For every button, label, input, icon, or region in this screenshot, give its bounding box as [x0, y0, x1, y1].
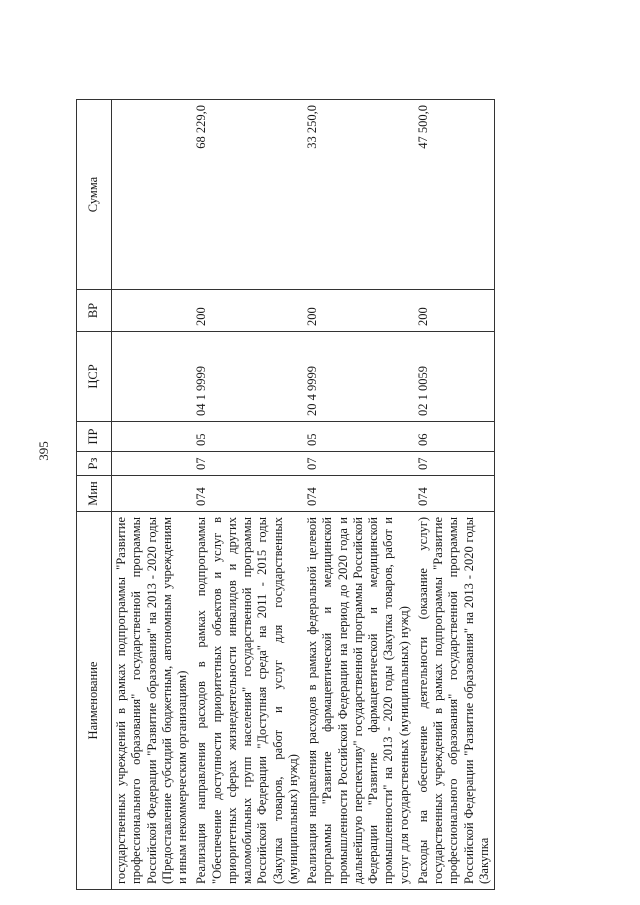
row-sum: 68 229,0 — [192, 100, 303, 290]
rotated-table-frame — [76, 100, 596, 890]
row-csr: 04 1 9999 — [192, 332, 303, 422]
header-sum: Сумма — [77, 100, 112, 290]
row-pr — [112, 422, 193, 452]
table-row — [112, 100, 193, 890]
header-vr: ВР — [77, 290, 112, 332]
row-pr: 06 — [414, 422, 495, 452]
row-min — [112, 476, 193, 512]
row-sum — [112, 100, 193, 290]
table-row — [192, 100, 303, 890]
row-rz: 07 — [192, 452, 303, 476]
row-rz — [112, 452, 193, 476]
row-csr: 20 4 9999 — [303, 332, 414, 422]
row-min: 074 — [303, 476, 414, 512]
budget-table — [76, 99, 495, 890]
row-csr — [112, 332, 193, 422]
row-name: Расходы на обеспечение деятельности (оказание услуг) государственных учреждений в рамках подпрограммы "Развитие профессионального образования" государственной программы Российской Федерации "Развитие образования" на 2013 - 2020 годы (Закупка — [414, 512, 495, 890]
header-rz: Рз — [77, 452, 112, 476]
row-csr: 02 1 0059 — [414, 332, 495, 422]
row-pr: 05 — [192, 422, 303, 452]
header-csr: ЦСР — [77, 332, 112, 422]
row-vr — [112, 290, 193, 332]
row-vr: 200 — [303, 290, 414, 332]
table-row — [414, 100, 495, 890]
table-row — [303, 100, 414, 890]
row-sum: 47 500,0 — [414, 100, 495, 290]
table-header — [77, 100, 112, 890]
row-vr: 200 — [414, 290, 495, 332]
header-min: Мин — [77, 476, 112, 512]
header-pr: ПР — [77, 422, 112, 452]
table-body — [112, 100, 495, 890]
rotated-page-content — [76, 100, 596, 890]
header-name: Наименование — [77, 512, 112, 890]
row-rz: 07 — [414, 452, 495, 476]
header-row — [77, 100, 112, 890]
row-vr: 200 — [192, 290, 303, 332]
row-sum: 33 250,0 — [303, 100, 414, 290]
row-name: государственных учреждений в рамках подпрограммы "Развитие профессионального образования" государственной программы Российской Федерации "Развитие образования" на 2013 - 2020 годы (Предоставление субсидий бюджетным, автономным учреждениям и иным некоммерческим организациям) — [112, 512, 193, 890]
row-name: Реализация направления расходов в рамках федеральной целевой программы "Развитие фармацевтической и медицинской промышленности Российской Федерации на период до 2020 года и дальнейшую перспективу" государственной программы Российской Федерации "Развитие фармацевтической и медицинской промышленности" на 2013 - 2020 годы (Закупка товаров, работ и услуг для государственных (муниципальных) нужд) — [303, 512, 414, 890]
row-pr: 05 — [303, 422, 414, 452]
row-rz: 07 — [303, 452, 414, 476]
row-min: 074 — [192, 476, 303, 512]
row-name: Реализация направления расходов в рамках подпрограммы "Обеспечение доступности приоритетных объектов и услуг в приоритетных сферах жизнедеятельности инвалидов и других маломобильных групп населения" государственной программы Российской Федерации "Доступная среда" на 2011 - 2015 годы (Закупка товаров, работ и услуг для государственных (муниципальных) нужд) — [192, 512, 303, 890]
page-number: 395 — [36, 441, 51, 461]
row-min: 074 — [414, 476, 495, 512]
